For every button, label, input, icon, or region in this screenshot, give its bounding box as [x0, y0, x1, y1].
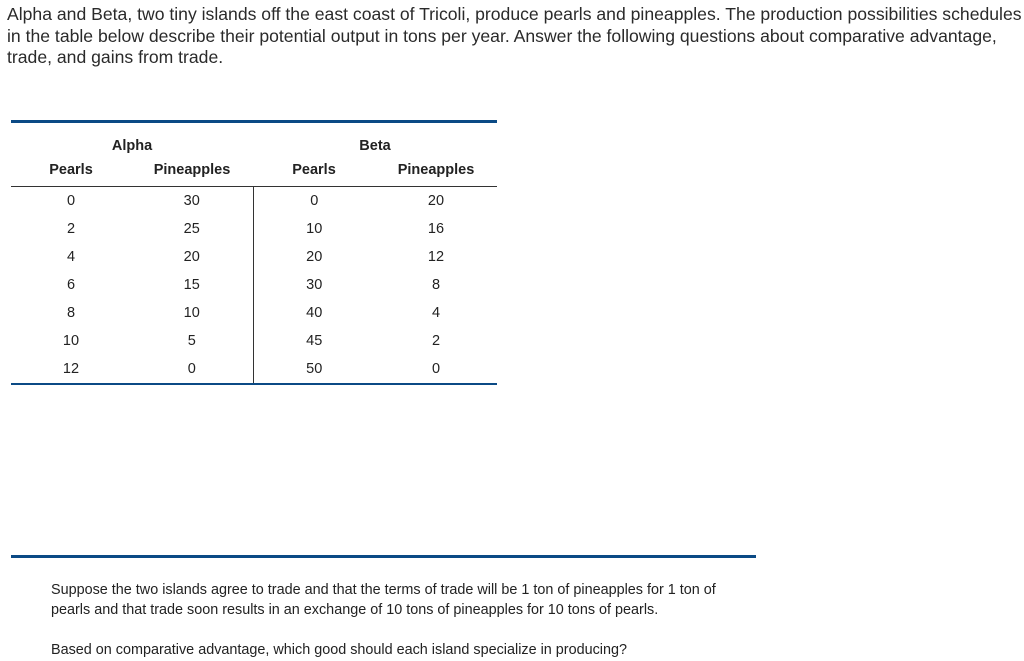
cell-beta-pineapples: 16: [427, 221, 445, 237]
cell-beta-pineapples: 8: [431, 277, 441, 293]
cell-alpha-pearls: 10: [62, 333, 80, 349]
table-body: [11, 187, 497, 385]
cell-alpha-pineapples: 15: [131, 271, 253, 299]
cell-alpha-pineapples: 25: [131, 215, 253, 243]
cell-beta-pearls: 20: [306, 249, 323, 265]
cell-alpha-pineapples: 10: [131, 299, 253, 327]
table-group-header-row: [11, 123, 497, 154]
table-row: [11, 187, 497, 216]
cell-beta-pineapples: 2: [431, 333, 441, 349]
cell-beta-pearls: 40: [306, 305, 323, 321]
cell-beta-pearls: 30: [306, 277, 323, 293]
production-possibilities-table: [11, 120, 497, 385]
cell-alpha-pearls: 4: [66, 249, 76, 265]
cell-alpha-pearls: 8: [66, 305, 76, 321]
cell-beta-pearls: 50: [253, 355, 375, 384]
column-header-alpha-pineapples: Pineapples: [131, 154, 253, 187]
cell-beta-pearls: 0: [310, 193, 319, 209]
cell-alpha-pineapples: 30: [131, 187, 253, 216]
cell-alpha-pearls: 0: [66, 193, 76, 209]
column-header-beta-pearls: Pearls: [253, 154, 375, 187]
group-header-alpha: Alpha: [111, 138, 153, 154]
table-row: [11, 327, 497, 355]
cell-alpha-pearls: 12: [11, 355, 131, 384]
table-row: [11, 299, 497, 327]
intro-paragraph: Alpha and Beta, two tiny islands off the east coast of Tricoli, produce pearls and pineapples. The production possibilities schedules in the table below describe their potential output in tons per year. Answer the following questions about comparative advantage, trade, and gains from trade.: [7, 4, 1022, 67]
table-column-header-row: [11, 154, 497, 187]
column-header-beta-pineapples: Pineapples: [375, 154, 497, 187]
cell-beta-pearls: 10: [306, 221, 323, 237]
cell-beta-pineapples: 0: [375, 355, 497, 384]
table-row: [11, 355, 497, 384]
cell-alpha-pearls: 2: [66, 221, 76, 237]
question-section-rule: [11, 555, 756, 558]
question-prompt: Based on comparative advantage, which good should each island specialize in producing?: [51, 642, 628, 658]
cell-alpha-pineapples: 5: [131, 327, 253, 355]
table-row: [11, 271, 497, 299]
cell-alpha-pearls: 6: [66, 277, 76, 293]
cell-alpha-pineapples: 20: [131, 243, 253, 271]
cell-beta-pineapples: 20: [427, 193, 445, 209]
cell-alpha-pineapples: 0: [131, 355, 253, 384]
trade-scenario-text: Suppose the two islands agree to trade and that the terms of trade will be 1 ton of pineapples for 1 ton of pearls and that trade soon results in an exchange of 10 tons of pineapples for 10 tons of pearls.: [51, 582, 716, 618]
table-row: [11, 243, 497, 271]
column-header-alpha-pearls: Pearls: [11, 154, 131, 187]
cell-beta-pineapples: 4: [431, 305, 441, 321]
cell-beta-pearls: 45: [306, 333, 323, 349]
cell-beta-pineapples: 12: [427, 249, 445, 265]
table-row: [11, 215, 497, 243]
group-header-beta: Beta: [359, 138, 391, 154]
